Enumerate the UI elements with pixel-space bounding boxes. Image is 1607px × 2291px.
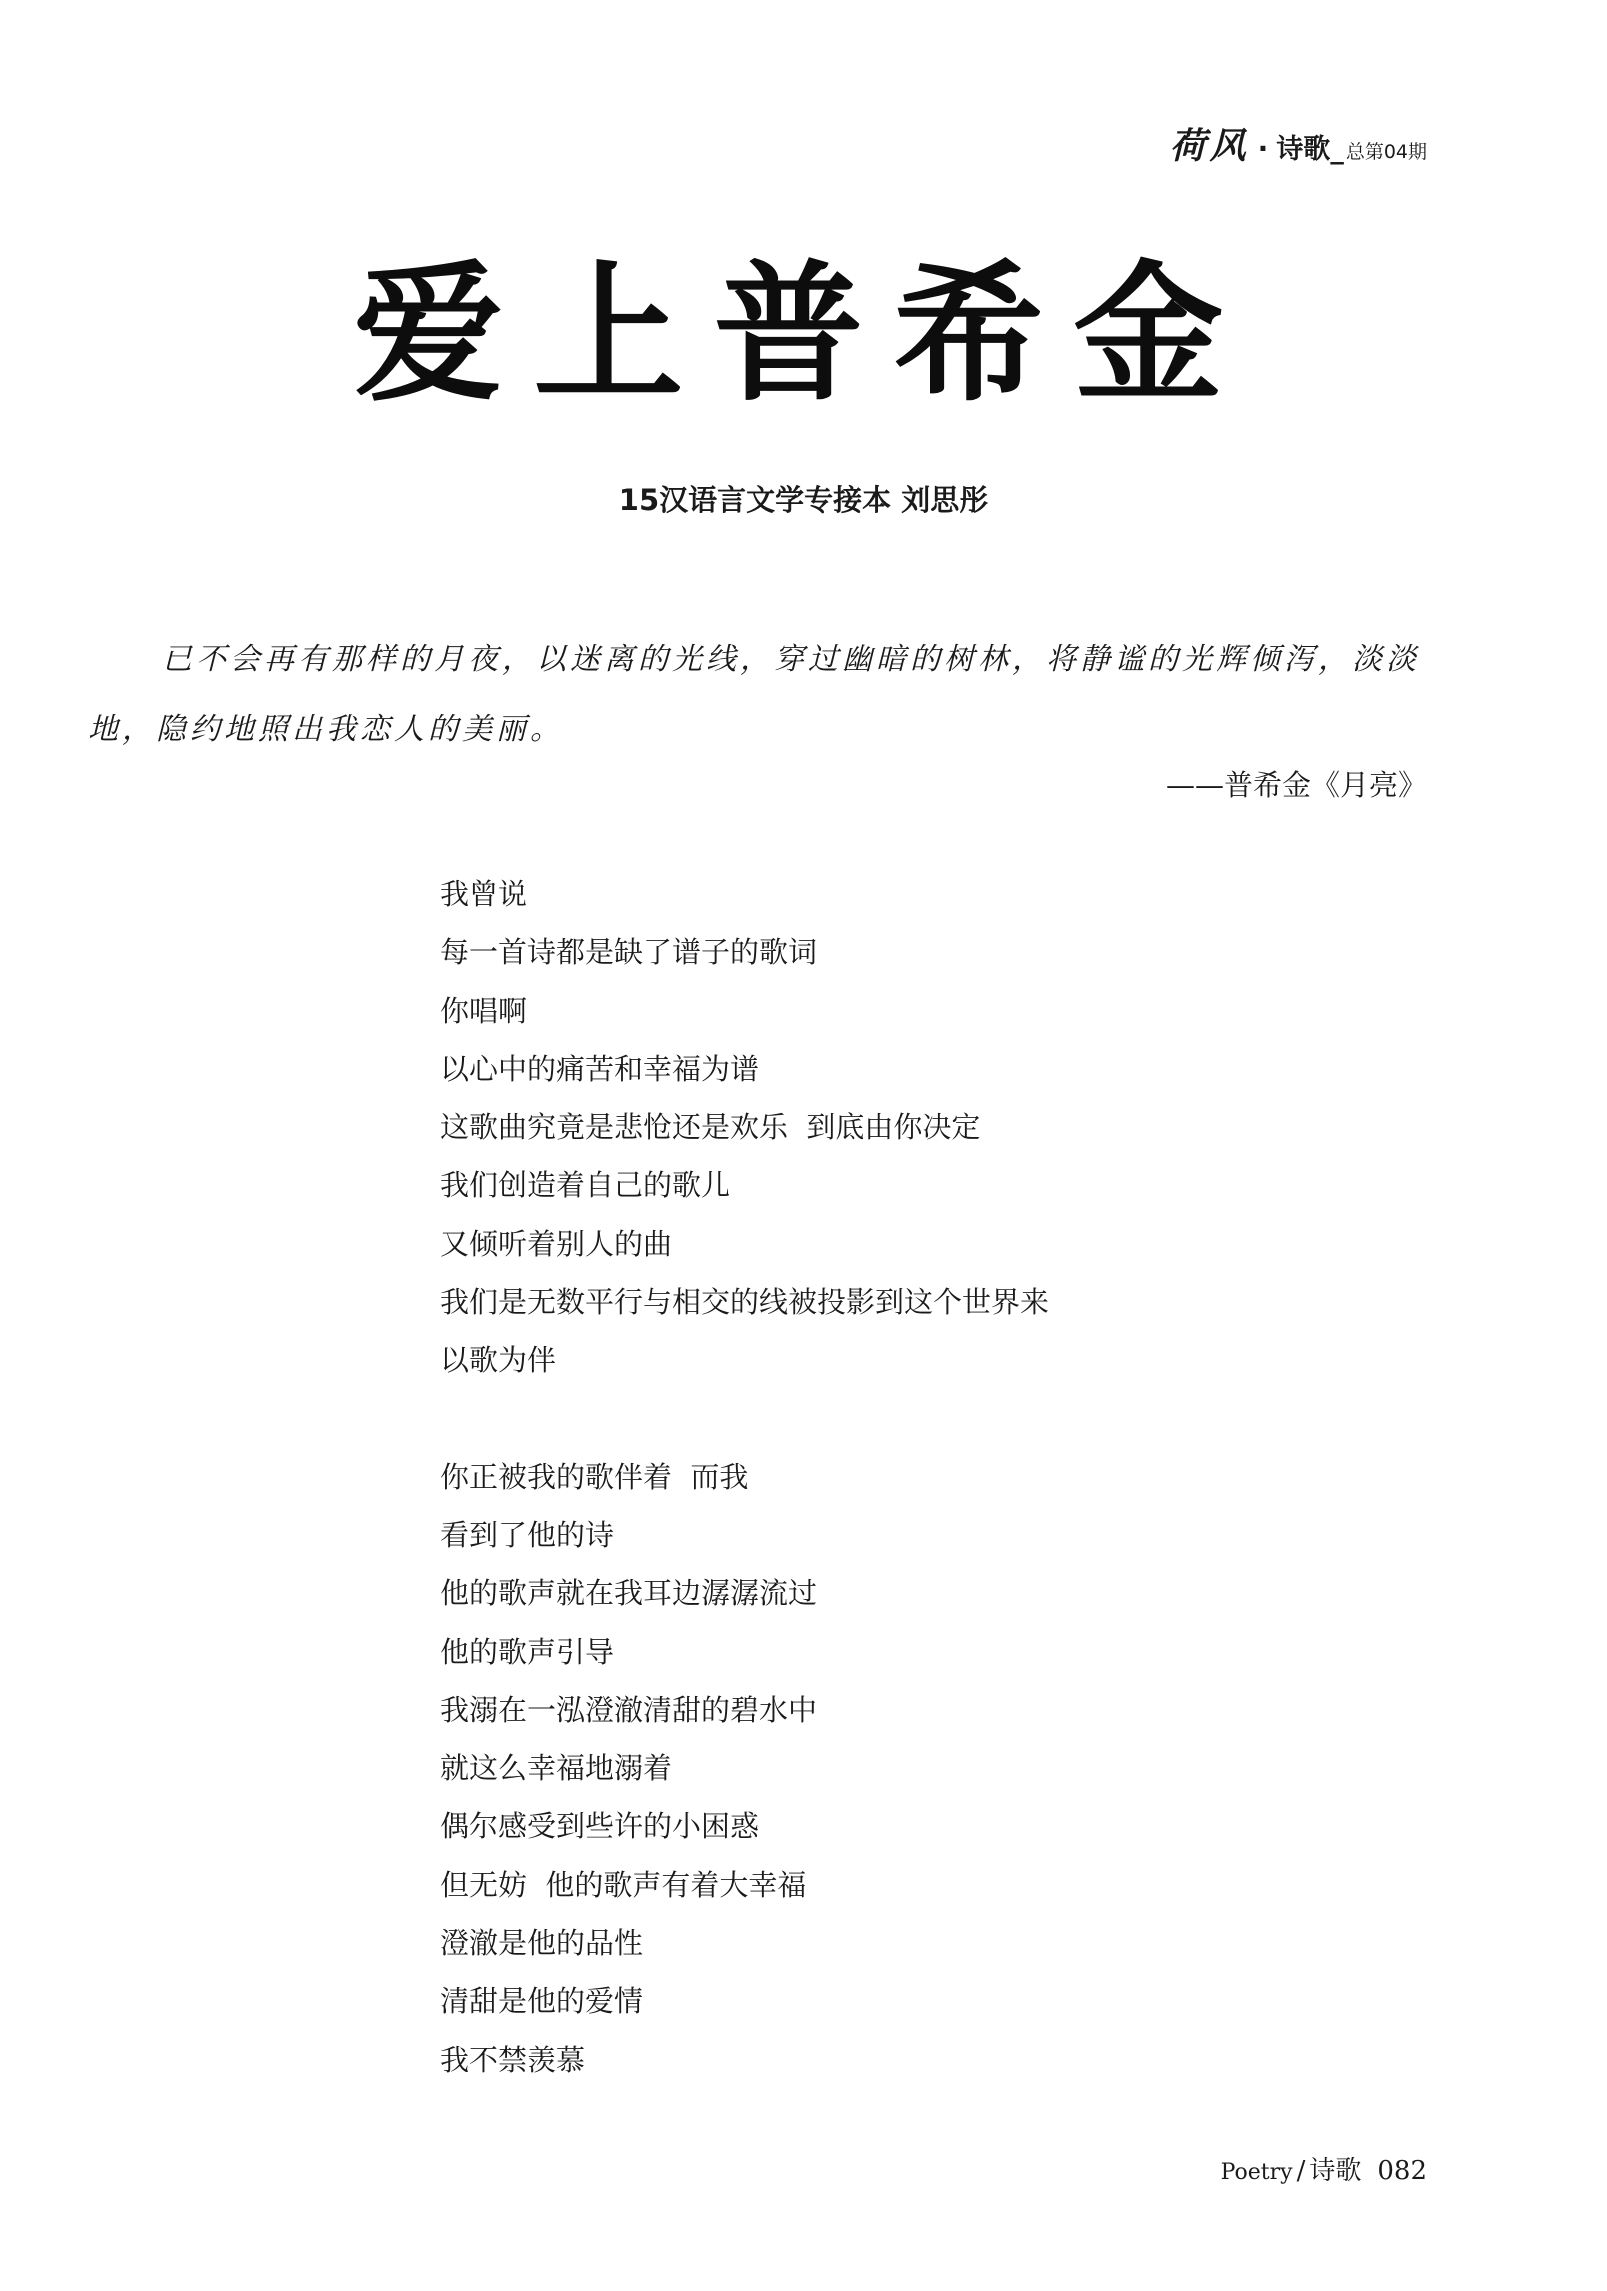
stanza-2 <box>440 1448 1440 2089</box>
page-number: 082 <box>1377 2156 1427 2186</box>
poem-title: 爱上普希金 <box>353 248 1254 422</box>
poem-line: 以歌为伴 <box>440 1343 557 1378</box>
poem-line: 我不禁羡慕 <box>440 2042 586 2077</box>
poem-line: 他的歌声引导 <box>440 1634 615 1669</box>
magazine-brand: 荷风 <box>1169 125 1250 167</box>
page-footer <box>1221 2150 1427 2187</box>
poem-line: 他的歌声就在我耳边潺潺流过 <box>440 1576 818 1611</box>
poem-line: 这歌曲究竟是悲怆还是欢乐 到底由你决定 <box>440 1110 981 1145</box>
poem-line: 清甜是他的爱情 <box>440 1984 644 2019</box>
epigraph-text: 已不会再有那样的月夜，以迷离的光线，穿过幽暗的树林，将静谧的光辉倾泻，淡淡地，隐约地照出我恋人的美丽。 <box>88 642 1420 747</box>
poem-line: 你正被我的歌伴着 而我 <box>440 1459 749 1494</box>
header-separator: _ <box>1330 134 1344 165</box>
author-line: 15汉语言文学专接本 刘思彤 <box>618 483 989 517</box>
poem-line: 就这么幸福地溺着 <box>440 1751 673 1786</box>
poem-line: 你唱啊 <box>440 993 528 1028</box>
header-dot: · <box>1257 132 1269 165</box>
footer-section-en: Poetry <box>1220 2160 1293 2185</box>
stanza-1 <box>440 865 1440 1390</box>
poem-line: 但无妨 他的歌声有着大幸福 <box>440 1867 807 1902</box>
footer-section-cn: 诗歌 <box>1309 2156 1362 2186</box>
poem-line: 偶尔感受到些许的小困惑 <box>440 1809 760 1844</box>
poem-body <box>440 865 1440 2089</box>
poem-line: 每一首诗都是缺了谱子的歌词 <box>440 935 818 970</box>
section-name: 诗歌 <box>1276 134 1331 165</box>
poem-line: 我们是无数平行与相交的线被投影到这个世界来 <box>440 1285 1050 1320</box>
footer-slash: / <box>1296 2156 1306 2186</box>
poem-line: 我曾说 <box>440 877 528 911</box>
poem-line: 又倾听着别人的曲 <box>440 1226 673 1261</box>
poem-line: 以心中的痛苦和幸福为谱 <box>440 1051 760 1086</box>
running-header <box>1170 118 1427 169</box>
poem-line: 我溺在一泓澄澈清甜的碧水中 <box>440 1692 818 1727</box>
poem-line: 看到了他的诗 <box>440 1517 615 1552</box>
issue-number: 总第04期 <box>1345 141 1427 163</box>
poem-line: 澄澈是他的品性 <box>440 1926 644 1961</box>
epigraph-attribution: ——普希金《月亮》 <box>1165 768 1427 802</box>
poem-line: 我们创造着自己的歌儿 <box>440 1168 731 1203</box>
